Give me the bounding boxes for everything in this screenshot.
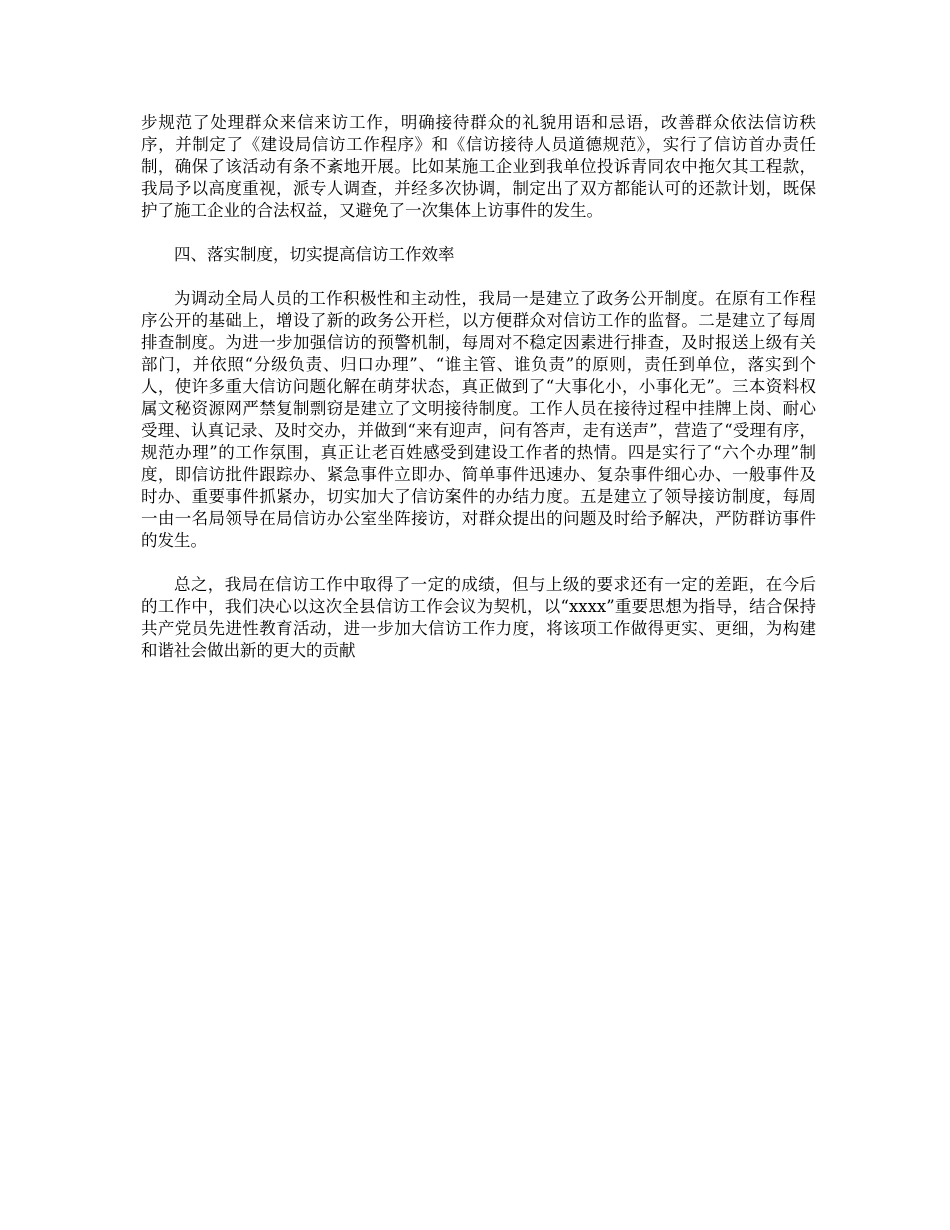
document-body [141, 112, 816, 684]
paragraph-systems: 为调动全局人员的工作积极性和主动性，我局一是建立了政务公开制度。在原有工作程序公开的基础上，增设了新的政务公开栏，以方便群众对信访工作的监督。二是建立了每周排查制度。为进一步加强信访的预警机制，每周对不稳定因素进行排查，及时报送上级有关部门，并依照“分级负责、归口办理”、“谁主管、谁负责”的原则，责任到单位，落实到个人，使许多重大信访问题化解在萌芽状态，真正做到了“大事化小，小事化无”。三本资料权属文秘资源网严禁复制剽窃是建立了文明接待制度。工作人员在接待过程中挂牌上岗、耐心受理、认真记录、及时交办，并做到“来有迎声，问有答声，走有送声”，营造了“受理有序，规范办理”的工作氛围，真正让老百姓感受到建设工作者的热情。四是实行了“六个办理”制度，即信访批件跟踪办、紧急事件立即办、简单事件迅速办、复杂事件细心办、一般事件及时办、重要事件抓紧办，切实加大了信访案件的办结力度。五是建立了领导接访制度，每周一由一名局领导在局信访办公室坐阵接访，对群众提出的问题及时给予解决，严防群访事件的发生。 [141, 289, 816, 550]
paragraph-conclusion: 总之，我局在信访工作中取得了一定的成绩，但与上级的要求还有一定的差距，在今后的工作中，我们决心以这次全县信访工作会议为契机，以“xxxx”重要思想为指导，结合保持共产党员先进性教育活动，进一步加大信访工作力度，将该项工作做得更实、更细，为构建和谐社会做出新的更大的贡献 [141, 575, 816, 660]
paragraph-continuation: 步规范了处理群众来信来访工作，明确接待群众的礼貌用语和忌语，改善群众依法信访秩序，并制定了《建设局信访工作程序》和《信访接待人员道德规范》，实行了信访首办责任制，确保了该活动有条不紊地开展。比如某施工企业到我单位投诉青同农中拖欠其工程款，我局予以高度重视，派专人调查，并经多次协调，制定出了双方都能认可的还款计划，既保护了施工企业的合法权益，又避免了一次集体上访事件的发生。 [141, 113, 816, 220]
section-heading: 四、落实制度，切实提高信访工作效率 [174, 245, 455, 264]
